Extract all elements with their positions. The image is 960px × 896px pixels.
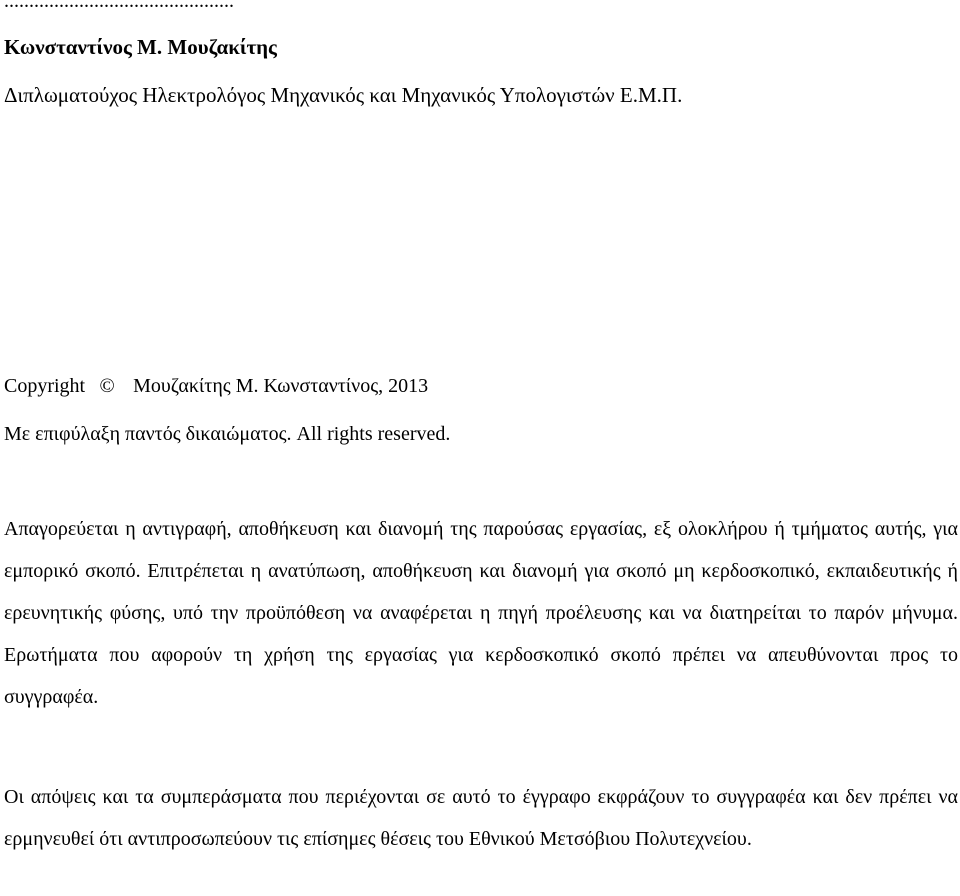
copyright-label: Copyright — [4, 375, 86, 397]
copyright-line — [4, 373, 958, 399]
author-degree: Διπλωματούχος Ηλεκτρολόγος Μηχανικός και Μηχανικός Υπολογιστών Ε.Μ.Π. — [4, 83, 683, 107]
usage-paragraph: Απαγορεύεται η αντιγραφή, αποθήκευση και διανομή της παρούσας εργασίας, εξ ολοκλήρου ή τμήματος αυτής, για εμπορικό σκοπό. Επιτρέπεται η ανατύπωση, αποθήκευση και διανομή για σκοπό μη κερδοσκοπικό, εκπαιδευτικής ή ερευνητικής φύσης, υπό την προϋπόθεση να αναφέρεται η πηγή προέλευσης και να διατηρείται το παρόν μήνυμα. Ερωτήματα που αφορούν τη χρήση της εργασίας για κερδοσκοπικό σκοπό πρέπει να απευθύνονται προς το συγγραφέα. — [4, 518, 958, 708]
copyright-icon: © — [99, 375, 115, 397]
author-name: Κωνσταντίνος Μ. Μουζακίτης — [4, 35, 277, 59]
rights-reserved: Με επιφύλαξη παντός δικαιώματος. All rights reserved. — [4, 423, 451, 445]
signature-dots: .............................................. — [4, 0, 234, 12]
copyright-holder: Μουζακίτης Μ. Κωνσταντίνος, 2013 — [133, 375, 429, 397]
disclaimer-paragraph: Οι απόψεις και τα συμπεράσματα που περιέχονται σε αυτό το έγγραφο εκφράζουν το συγγραφέα και δεν πρέπει να ερμηνευθεί ότι αντιπροσωπεύουν τις επίσημες θέσεις του Εθνικού Μετσόβιου Πολυτεχνείου. — [4, 786, 958, 850]
